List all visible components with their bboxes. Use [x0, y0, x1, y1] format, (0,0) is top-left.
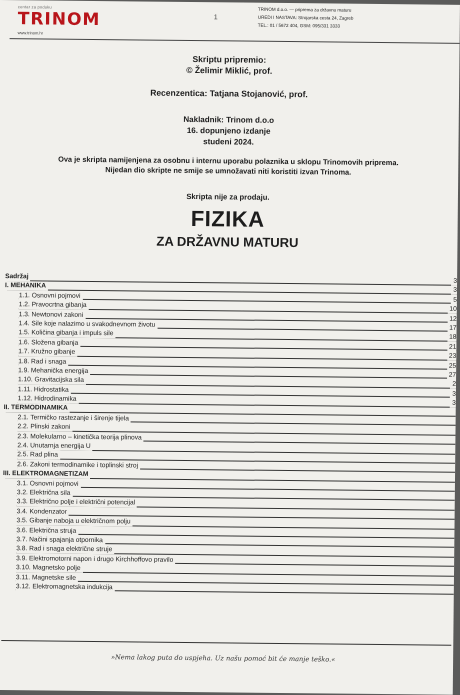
toc-entry-label: 2.1. Termičko rastezanje i širenje tijela	[18, 413, 131, 423]
toc-page-number: 12	[447, 314, 456, 323]
toc-page-number: 27	[447, 371, 456, 380]
trinom-logo	[18, 4, 88, 36]
notice-line-1: Ova je skripta namijenjena za osobnu i internu uporabu polaznika u sklopu Trinomovih priprema.	[0, 154, 458, 169]
footer-quote: »Nema lakog puta do uspjeha. Uz našu pomoć bit će manje teško.«	[0, 652, 453, 665]
address-line: TEL.: 01 / 5672 404, GSM: 095/331 3333	[258, 22, 460, 32]
toc-entry-label: 3.3. Električno polje i električni potencijal	[17, 498, 137, 508]
author-credits	[0, 52, 459, 79]
toc-entry-label: 2.3. Molekularno – kinetička teorija plinova	[17, 432, 143, 442]
toc-page-number: 5	[451, 296, 457, 305]
toc-entry-label: 2.4. Unutarnja energija U	[17, 441, 92, 451]
toc-entry-label: 3.11. Magnetske sile	[16, 573, 78, 583]
toc-page-number: 2	[450, 380, 456, 389]
toc-entry-label: 1.9. Mehanička energija	[18, 366, 90, 376]
toc-entry-label: 2.6. Zakoni termodinamike i toplinski stroj	[17, 460, 140, 470]
toc-entry-label: 1.12. Hidrodinamika	[18, 394, 79, 404]
toc-entry-label: 3.7. Načini spajanja otpornika	[16, 535, 105, 545]
toc-entry-label: 1.11. Hidrostatika	[18, 385, 71, 395]
toc-page-number: 21	[447, 342, 456, 351]
toc-page-number: 3	[450, 399, 456, 408]
publisher-block	[0, 112, 459, 150]
toc-entry-label: 1.2. Pravocrtna gibanja	[19, 300, 89, 310]
toc-entry-label: 2.5. Rad plina	[17, 451, 60, 460]
toc-page-number: 3	[451, 277, 457, 286]
toc-entry-label: 1.7. Kružno gibanje	[18, 347, 77, 357]
not-for-sale-notice: Skripta nije za prodaju.	[0, 190, 458, 204]
toc-entry-label: 1.5. Količina gibanja i impuls sile	[18, 329, 115, 339]
toc-entry-label: II. TERMODINAMIKA	[4, 404, 70, 414]
header-address	[258, 6, 460, 32]
reviewer-line: Recenzentica: Tatjana Stojanović, prof.	[0, 86, 459, 101]
toc-entry-label: 3.2. Električna sila	[17, 488, 73, 498]
toc-entry-label: I. MEHANIKA	[5, 281, 48, 290]
publisher-name: Nakladnik: Trinom d.o.o	[0, 112, 459, 128]
page-number: 1	[214, 14, 218, 21]
author-name: © Želimir Miklić, prof.	[0, 63, 459, 79]
toc-entry-label: 3.5. Gibanje naboja u električnom polju	[16, 516, 132, 526]
address-line: UREDI I NASTAVA: Strojarska cesta 24, Zagreb	[258, 14, 460, 24]
footer-divider	[1, 640, 451, 646]
notice-line-2: Nijedan dio skripte ne smije se umnožavati niti koristiti izvan Trinoma.	[0, 164, 458, 179]
toc-entry-label: 3.4. Kondenzator	[17, 507, 69, 517]
document-subtitle: ZA DRŽAVNU MATURU	[0, 232, 458, 252]
toc-entry-label: 1.3. Newtonovi zakoni	[19, 310, 86, 320]
toc-page-number: 17	[447, 324, 456, 333]
toc-page-number: 3	[450, 389, 456, 398]
toc-entry-label: 3.12. Elektromagnetska indukcija	[16, 582, 115, 592]
usage-notice	[0, 154, 458, 179]
edition-date: studeni 2024.	[0, 134, 459, 150]
toc-page-number: 18	[447, 333, 456, 342]
toc-page-number: 3	[451, 286, 457, 295]
toc-entry-label: 3.10. Magnetsko polje	[16, 563, 83, 573]
document-title: FIZIKA	[0, 204, 458, 235]
toc-entry-label: 1.10. Gravitacijska sila	[18, 376, 86, 386]
header-divider	[10, 38, 460, 44]
toc-entry-label: 1.8. Rad i snaga	[18, 357, 68, 367]
toc-entry-label: 1.6. Složena gibanja	[18, 338, 80, 348]
address-line: TRINOM d.o.o. — priprema za državnu maturu	[258, 6, 460, 16]
logo-tagline: centar za poduku	[18, 4, 88, 10]
table-of-contents	[2, 272, 460, 596]
edition-label: 16. dopunjeno izdanje	[0, 123, 459, 139]
toc-entry-label: III. ELEKTROMAGNETIZAM	[3, 469, 90, 479]
toc-entry-label: 3.1. Osnovni pojmovi	[17, 479, 81, 489]
toc-entry-label: Sadržaj	[5, 272, 31, 281]
toc-entry-label: 2.2. Plinski zakoni	[17, 422, 72, 432]
toc-page-number: 23	[447, 352, 456, 361]
prepared-label: Skriptu pripremio:	[0, 52, 459, 68]
logo-url: www.trinom.hr	[18, 30, 88, 36]
toc-page-number: 10	[447, 305, 456, 314]
toc-entry-label: 3.9. Elektromotorni napon i drugo Kirchhoffovo pravilo	[16, 554, 175, 565]
toc-entry-label: 1.1. Osnovni pojmovi	[19, 291, 83, 301]
toc-entry-label: 1.4. Sile koje nalazimo u svakodnevnom životu	[19, 319, 158, 329]
logo-name: TRINOM	[18, 9, 88, 30]
toc-page-number: 25	[447, 361, 456, 370]
toc-entry-label: 3.6. Električna struja	[16, 526, 78, 536]
toc-entry-label: 3.8. Rad i snaga električne struje	[16, 545, 114, 555]
